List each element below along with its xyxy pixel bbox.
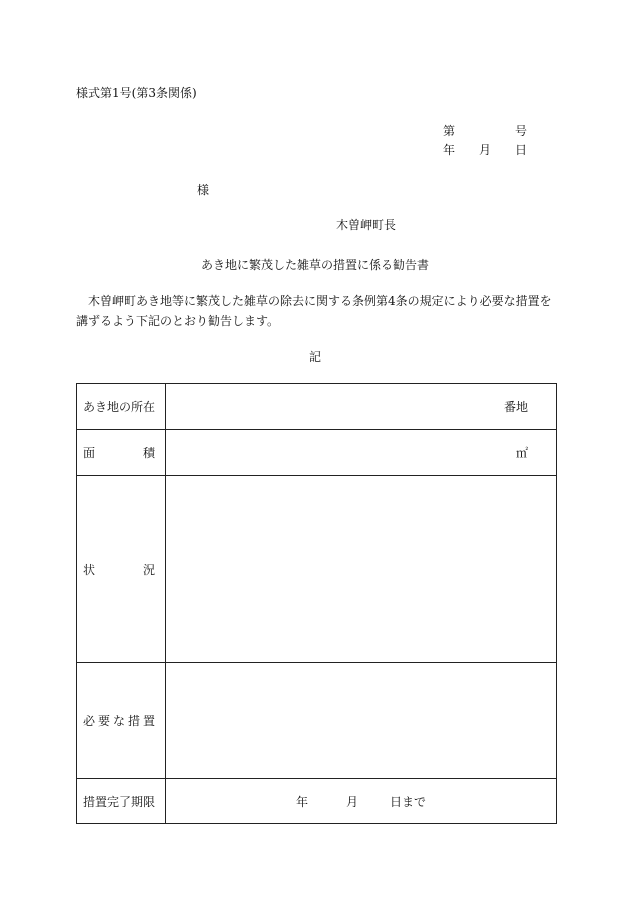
- area-label-left: 面: [83, 446, 96, 460]
- condition-value: [166, 476, 557, 663]
- document-title: あき地に繁茂した雑草の措置に係る勧告書: [200, 258, 429, 272]
- table-row-location: [77, 384, 557, 430]
- table-row-area: [77, 430, 557, 476]
- deadline-month: 月: [345, 794, 358, 809]
- table-row-measures: [77, 663, 557, 779]
- measures-char-5: 置: [142, 714, 155, 728]
- deadline-day-until: 日まで: [389, 794, 426, 809]
- measures-label: [77, 663, 166, 779]
- number-prefix: 第: [443, 124, 456, 138]
- area-label-right: 積: [142, 446, 155, 460]
- measures-char-3: な: [112, 714, 125, 728]
- date-day: 日: [514, 143, 527, 157]
- measures-char-4: 措: [127, 714, 140, 728]
- condition-label: [77, 476, 166, 663]
- body-paragraph: [76, 291, 556, 331]
- location-label: あき地の所在: [77, 384, 166, 430]
- table-row-deadline: [77, 779, 557, 824]
- deadline-year: 年: [295, 794, 308, 809]
- ki-heading: 記: [308, 350, 321, 364]
- location-value: 番地: [166, 384, 557, 430]
- deadline-value: [166, 779, 557, 824]
- measures-value: [166, 663, 557, 779]
- sender-name: 木曽岬町長: [336, 218, 397, 232]
- document-number-line: [443, 122, 527, 139]
- addressee-suffix: 様: [197, 183, 210, 197]
- area-label: [77, 430, 166, 476]
- number-suffix: 号: [514, 124, 527, 138]
- date-month: 月: [478, 143, 491, 157]
- document-date-line: [443, 141, 527, 158]
- area-unit: ㎡: [166, 430, 557, 476]
- body-text: 木曽岬町あき地等に繁茂した雑草の除去に関する条例第4条の規定により必要な措置を講ずるよう下記のとおり勧告します。: [76, 294, 552, 328]
- table-row-condition: [77, 476, 557, 663]
- condition-label-right: 況: [142, 562, 155, 577]
- form-label: 様式第1号(第3条関係): [76, 86, 197, 100]
- measures-char-2: 要: [97, 714, 110, 728]
- deadline-label: 措置完了期限: [77, 779, 166, 824]
- measures-char-1: 必: [83, 714, 96, 728]
- condition-label-left: 状: [83, 562, 96, 577]
- date-year: 年: [443, 143, 456, 157]
- recommendation-table: [76, 383, 557, 824]
